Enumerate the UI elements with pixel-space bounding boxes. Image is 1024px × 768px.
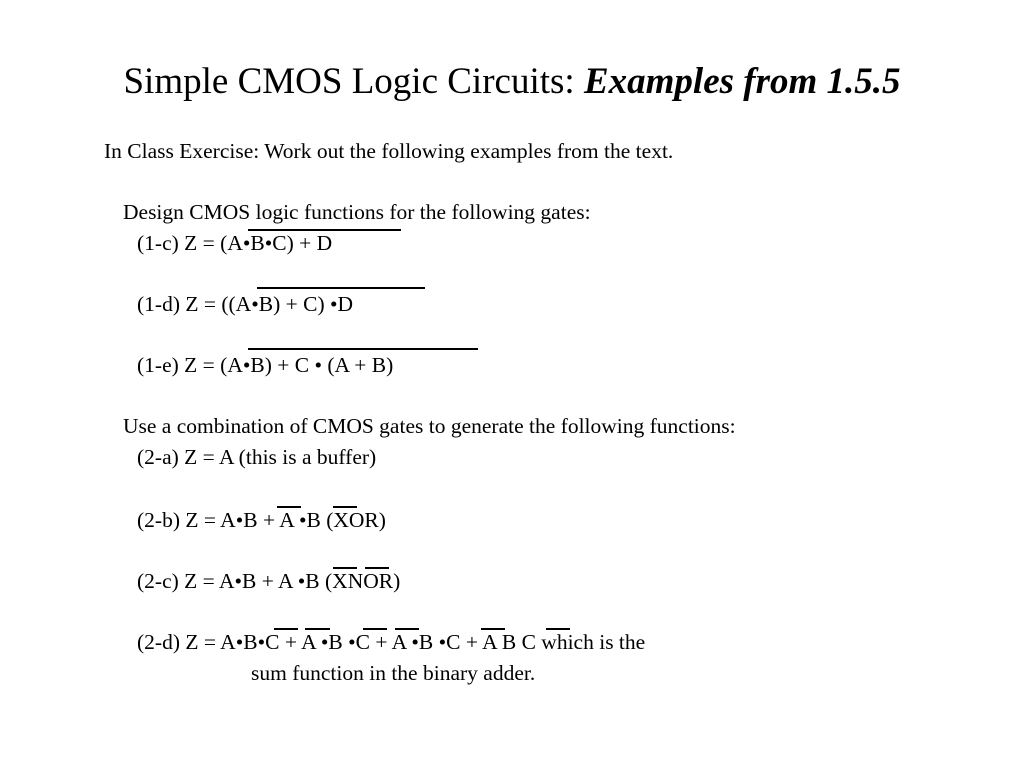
overbar-2b-a [333,506,357,508]
overbar-2d-1 [274,628,298,630]
overbar-2d-4 [395,628,419,630]
combination-heading: Use a combination of CMOS gates to generate the following functions: [123,414,736,438]
overbar-1c [248,229,401,231]
exercise-1d: (1-d) Z = ((A•B) + C) •D [137,292,354,316]
exercise-2b: (2-b) Z = A•B + A •B (XOR) [137,508,386,532]
overbar-2d-6 [546,628,570,630]
overbar-2d-3 [363,628,387,630]
intro-text: In Class Exercise: Work out the following examples from the text. [104,139,674,163]
overbar-1d [257,287,425,289]
overbar-2b-b [277,506,301,508]
overbar-2c-a [333,567,357,569]
overbar-2d-2 [305,628,330,630]
slide-title [0,58,1024,106]
overbar-1e [248,348,478,350]
exercise-2d: (2-d) Z = A•B•C + A •B •C + A •B •C + A B C which is the [137,630,646,654]
exercise-2c: (2-c) Z = A•B + A •B (XNOR) [137,569,401,593]
exercise-1c: (1-c) Z = (A•B•C) + D [137,231,333,255]
exercise-2d-continuation: sum function in the binary adder. [251,661,536,685]
exercise-2a: (2-a) Z = A (this is a buffer) [137,445,377,469]
overbar-2c-b [365,567,389,569]
design-heading: Design CMOS logic functions for the following gates: [123,200,591,224]
title-italic: Examples from 1.5.5 [583,61,901,102]
title-plain: Simple CMOS Logic Circuits: [123,61,575,102]
overbar-2d-5 [481,628,505,630]
exercise-1e: (1-e) Z = (A•B) + C • (A + B) [137,353,394,377]
